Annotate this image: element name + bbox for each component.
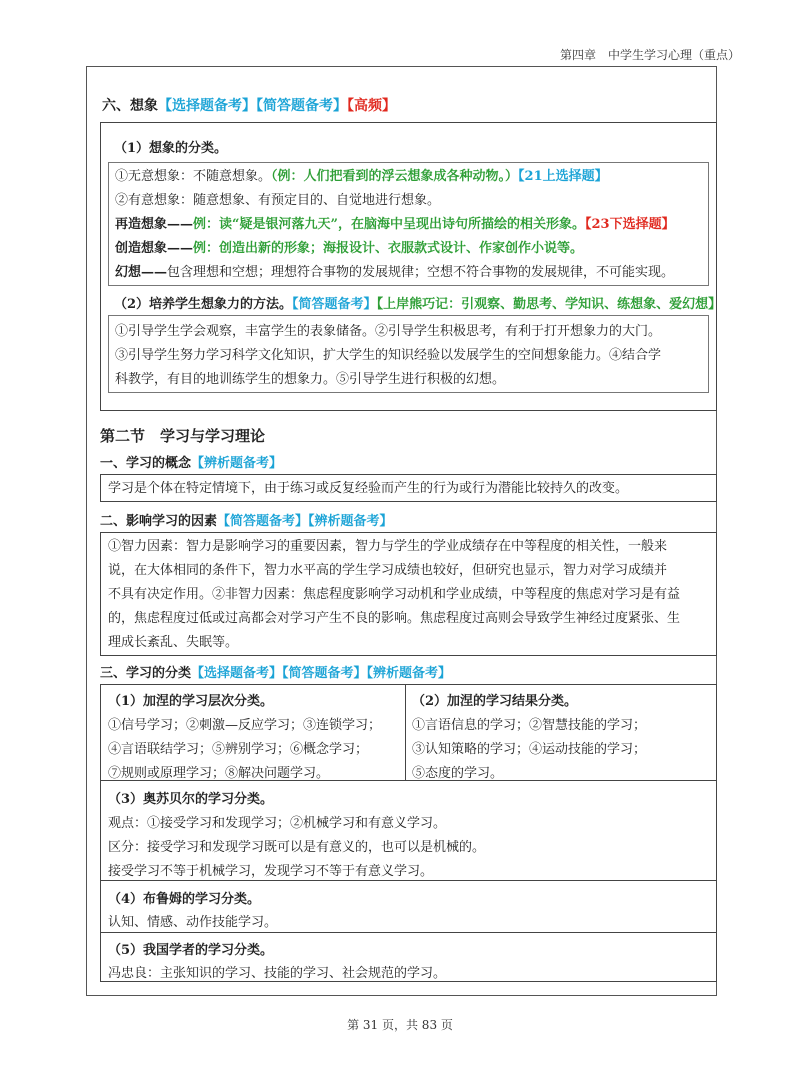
types-tag-choice: 【选择题备考】 (191, 666, 283, 681)
factors-line: 理成长紊乱、失眠等。 (108, 635, 239, 650)
factors-line: ①智力因素：智力是影响学习的重要因素，智力与学生的学业成绩存在中等程度的相关性，一般来 (108, 539, 668, 554)
concept-tag: 【辨析题备考】 (191, 456, 283, 471)
factors-line: 说，在大体相同的条件下，智力水平高的学生学习成绩也较好，但研究也显示，智力对学习成绩并 (108, 563, 668, 578)
gagne-result-line: ⑤态度的学习。 (412, 766, 504, 781)
item-creative (115, 240, 583, 258)
factors-heading (100, 510, 393, 529)
item-intentional: ②有意想象：随意想象、有预定目的、自觉地进行想象。 (115, 193, 441, 208)
item-unintentional-example: （例：人们把看到的浮云想象成各种动物。） (271, 169, 519, 184)
types-tag-short-answer: 【简答题备考】 (282, 666, 367, 681)
imagination-heading-text: 六、想象 (102, 98, 158, 114)
gagne-result-title: （2）加涅的学习结果分类。 (412, 694, 578, 709)
gagne-level-line: ⑦规则或原理学习；⑧解决问题学习。 (108, 766, 330, 781)
factors-tag-short-answer: 【简答题备考】 (217, 514, 309, 529)
types-table-rule (100, 932, 717, 933)
section-title: 第二节 学习与学习理论 (100, 427, 266, 445)
ausubel-line: 区分：接受学习和发现学习既可以是有意义的，也可以是机械的。 (108, 840, 486, 855)
imagination-methods-title (114, 293, 721, 312)
types-tag-analysis: 【辨析题备考】 (366, 666, 452, 681)
methods-title-text: （2）培养学生想象力的方法。 (114, 297, 293, 312)
item-unintentional-term: ①无意想象：不随意想象。 (115, 169, 272, 184)
item-unintentional-tag: 【21上选择题】 (518, 169, 608, 184)
imagination-classification-title: （1）想象的分类。 (114, 141, 228, 156)
types-heading (100, 662, 451, 681)
item-reproductive-example: 例：读“疑是银河落九天”，在脑海中呈现出诗句所描绘的相关形象。 (193, 217, 585, 232)
chapter-header: 第四章 中学生学习心理（重点） (560, 48, 741, 62)
bloom-title: （4）布鲁姆的学习分类。 (108, 892, 261, 907)
gagne-result-line: ①言语信息的学习；②智慧技能的学习； (412, 718, 647, 733)
factors-line: 不具有决定作用。②非智力因素：焦虑程度影响学习动机和学业成绩，中等程度的焦虑对学习是有益 (108, 587, 681, 602)
concept-text: 学习是个体在特定情境下，由于练习或反复经验而产生的行为或行为潜能比较持久的改变。 (108, 481, 629, 496)
gagne-level-line: ①信号学习；②刺激—反应学习；③连锁学习； (108, 718, 382, 733)
gagne-level-line: ④言语联结学习；⑤辨别学习；⑥概念学习； (108, 742, 369, 757)
factors-heading-text: 二、影响学习的因素 (100, 514, 218, 529)
types-table-rule (100, 880, 717, 881)
header-rule (86, 66, 717, 67)
ausubel-title: （3）奥苏贝尔的学习分类。 (108, 792, 274, 807)
page-number: 第 31 页，共 83 页 (347, 1018, 453, 1032)
factors-line: 的，焦虑程度过低或过高都会对学习产生不良的影响。焦虑程度过高则会导致学生神经过度紧张、生 (108, 611, 681, 626)
imagination-heading (102, 95, 396, 115)
methods-tag-short-answer: 【简答题备考】 (292, 297, 377, 312)
types-table-divider (405, 684, 406, 780)
item-reproductive-term: 再造想象—— (115, 217, 194, 232)
tag-choice: 【选择题备考】 (158, 98, 256, 114)
item-reproductive (115, 216, 675, 234)
ausubel-line: 观点：①接受学习和发现学习；②机械学习和有意义学习。 (108, 816, 447, 831)
factors-tag-analysis: 【辨析题备考】 (308, 514, 393, 529)
tag-short-answer: 【简答题备考】 (256, 98, 347, 114)
concept-heading (100, 452, 282, 471)
tag-high-frequency: 【高频】 (347, 98, 396, 114)
methods-line: ①引导学生学会观察，丰富学生的表象储备。②引导学生积极思考，有利于打开想象力的大门。 (115, 324, 662, 339)
types-heading-text: 三、学习的分类 (100, 666, 192, 681)
chinese-scholars-line: 冯忠良：主张知识的学习、技能的学习、社会规范的学习。 (108, 966, 447, 981)
ausubel-line: 接受学习不等于机械学习，发现学习不等于有意义学习。 (108, 864, 434, 879)
gagne-level-title: （1）加涅的学习层次分类。 (108, 694, 274, 709)
item-reproductive-tag: 【23下选择题】 (584, 217, 675, 232)
item-fantasy-term: 幻想—— (115, 265, 168, 280)
methods-tag-mnemonic: 【上岸熊巧记：引观察、勤思考、学知识、练想象、爱幻想】 (376, 297, 722, 312)
item-fantasy (115, 264, 674, 282)
item-unintentional (115, 168, 608, 186)
item-creative-example: 例：创造出新的形象；海报设计、衣服款式设计、作家创作小说等。 (193, 241, 584, 256)
item-creative-term: 创造想象—— (115, 241, 194, 256)
methods-line: 科教学，有目的地训练学生的想象力。⑤引导学生进行积极的幻想。 (115, 372, 506, 387)
concept-heading-text: 一、学习的概念 (100, 456, 192, 471)
page-border-left (86, 66, 87, 996)
item-fantasy-text: 包含理想和空想；理想符合事物的发展规律；空想不符合事物的发展规律，不可能实现。 (167, 265, 675, 280)
chinese-scholars-title: （5）我国学者的学习分类。 (108, 943, 274, 958)
gagne-result-line: ③认知策略的学习；④运动技能的学习； (412, 742, 647, 757)
page-border-bottom (86, 995, 717, 996)
methods-line: ③引导学生努力学习科学文化知识，扩大学生的知识经验以发展学生的空间想象能力。④结合学 (115, 348, 662, 363)
bloom-line: 认知、情感、动作技能学习。 (108, 915, 278, 930)
